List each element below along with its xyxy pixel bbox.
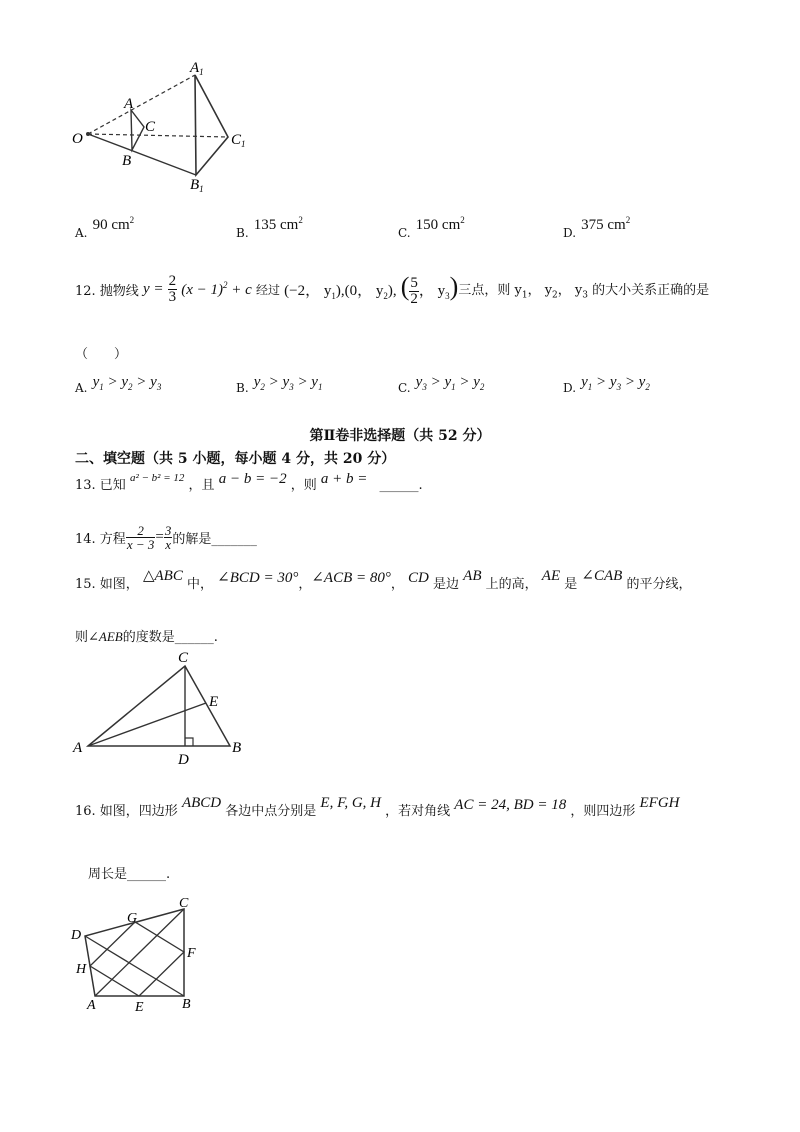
q12-question	[75, 272, 775, 307]
part2-title: 二、填空题（共 5 小题，每小题 4 分，共 20 分）	[75, 451, 396, 467]
q12-option-d[interactable]	[563, 374, 650, 398]
q11-option-d[interactable]	[563, 215, 631, 242]
q14-answer-blank[interactable]: 的解是_______	[172, 532, 257, 547]
fig11-triangle-small	[131, 110, 144, 150]
fig11-label-B: B	[122, 153, 132, 169]
q12-option-c[interactable]	[398, 374, 485, 398]
figure-q11-similar-triangles	[70, 55, 270, 195]
q12-point3: ( $\frac{5}{2}$ ， $y_3$)	[400, 272, 459, 308]
q15-answer-blank[interactable]: 的度数是______.	[122, 630, 218, 645]
q15-question: 15. 如图， △ABC 中， ∠BCD = 30°，∠ACB = 80°， CD 是边 AB 上的高， AE 是 ∠CAB 的平分线，	[75, 568, 692, 592]
q13-eq1: a² − b² = 12	[129, 472, 185, 484]
q15-line2: 则∠AEB的度数是______.	[75, 629, 218, 645]
fig15-label-E: E	[209, 694, 219, 710]
q11-option-a[interactable]	[75, 215, 135, 242]
fig15-bisector-AE	[88, 703, 206, 746]
figure-q15-triangle	[70, 648, 260, 773]
section-title: 第Ⅱ卷非选择题（共 52 分）	[309, 428, 491, 444]
option-value: $y_2 > y_3 > y_1$	[253, 374, 323, 392]
fig11-label-C1: $C_1$	[231, 132, 246, 149]
q12-option-a[interactable]	[75, 374, 162, 398]
fig16-label-H: H	[76, 962, 87, 977]
option-value: 375 $cm^2$	[581, 215, 631, 233]
option-letter: B.	[236, 381, 249, 395]
fig15-right-angle-mark	[185, 738, 193, 746]
option-value: 150 $cm^2$	[415, 215, 465, 233]
fig11-line-O-C1-dashed	[88, 134, 228, 137]
q16-line2[interactable]: 周长是______.	[88, 867, 171, 882]
fig11-label-C: C	[145, 119, 156, 135]
fig15-label-D: D	[178, 752, 189, 768]
fig11-label-B1: $B_1$	[190, 177, 204, 194]
q12-point1: (−2， $y_1$)	[284, 282, 341, 301]
fig16-label-A: A	[87, 998, 96, 1013]
fig11-line-O-A1-dashed	[88, 75, 195, 134]
q12-number: 12. 抛物线	[75, 284, 139, 300]
q12-tail: 三点，则 $y_1$， $y_2$， $y_3$ 的大小关系正确的是	[458, 282, 710, 301]
option-letter: D.	[563, 226, 577, 240]
fig15-label-C: C	[178, 650, 189, 666]
option-letter: B.	[236, 226, 249, 240]
q13-eq3: a + b =	[320, 471, 368, 487]
option-value: 90 $cm^2$	[92, 215, 135, 233]
fig11-line-O-B1	[88, 134, 196, 175]
q12-answer-paren: （ ）	[75, 347, 128, 362]
q12-point2: ,(0， $y_2$),	[340, 282, 397, 301]
fig16-label-G: G	[127, 911, 138, 926]
fig11-label-O: O	[72, 131, 83, 147]
fig11-point-O	[86, 132, 90, 136]
option-value: $y_1 > y_3 > y_2$	[581, 374, 650, 392]
option-value: $y_3 > y_1 > y_2$	[415, 374, 485, 392]
q14-question: 14. 方程 $\frac{2}{x - 3}$ = $\frac{3}{x}$ 的解是_______	[75, 523, 257, 552]
fig11-label-A: A	[124, 96, 134, 112]
fig15-label-B: B	[232, 740, 242, 756]
q12-option-b[interactable]	[236, 374, 323, 398]
q12-passes: 经过	[255, 283, 280, 298]
fig16-label-D: D	[71, 928, 82, 943]
option-letter: A.	[75, 381, 88, 395]
q11-option-b[interactable]	[236, 215, 303, 242]
fig11-label-A1: $A_1$	[190, 60, 204, 77]
fig16-label-C: C	[179, 896, 189, 911]
option-value: 135 $cm^2$	[253, 215, 303, 233]
option-letter: C.	[398, 226, 411, 240]
fig16-label-F: F	[187, 946, 196, 961]
fig15-label-A: A	[73, 740, 83, 756]
q11-option-c[interactable]	[398, 215, 465, 242]
q13-blank[interactable]: ______.	[379, 478, 423, 493]
q16-question: 16. 如图，四边形 ABCD 各边中点分别是 E, F, G, H ，若对角线 AC = 24, BD = 18 ，则四边形 EFGH	[75, 795, 680, 819]
q12-eq-body: $(x - 1)^2 + c$	[181, 280, 252, 299]
option-value: $y_1 > y_2 > y_3$	[92, 374, 162, 392]
fig16-label-B: B	[182, 997, 191, 1012]
q12-eq-lhs: y =	[142, 281, 164, 298]
fig16-label-E: E	[135, 1000, 144, 1015]
fig11-triangle-large	[195, 75, 228, 175]
option-letter: D.	[563, 381, 577, 395]
figure-q16-quadrilateral	[65, 895, 225, 1020]
q13-question: 13. 已知 $^{a^2 - b^2 = 12}$ ，且 a − b = −2 ，则 a + b = ______.	[75, 471, 423, 493]
fig16-diagonal-AC	[95, 909, 184, 996]
option-letter: A.	[75, 226, 88, 240]
q13-eq2: a − b = −2	[218, 471, 287, 487]
fig16-midpoint-quad-EFGH	[90, 922, 184, 996]
q12-fraction: $\frac{2}{3}$	[168, 273, 177, 306]
option-letter: C.	[398, 381, 411, 395]
